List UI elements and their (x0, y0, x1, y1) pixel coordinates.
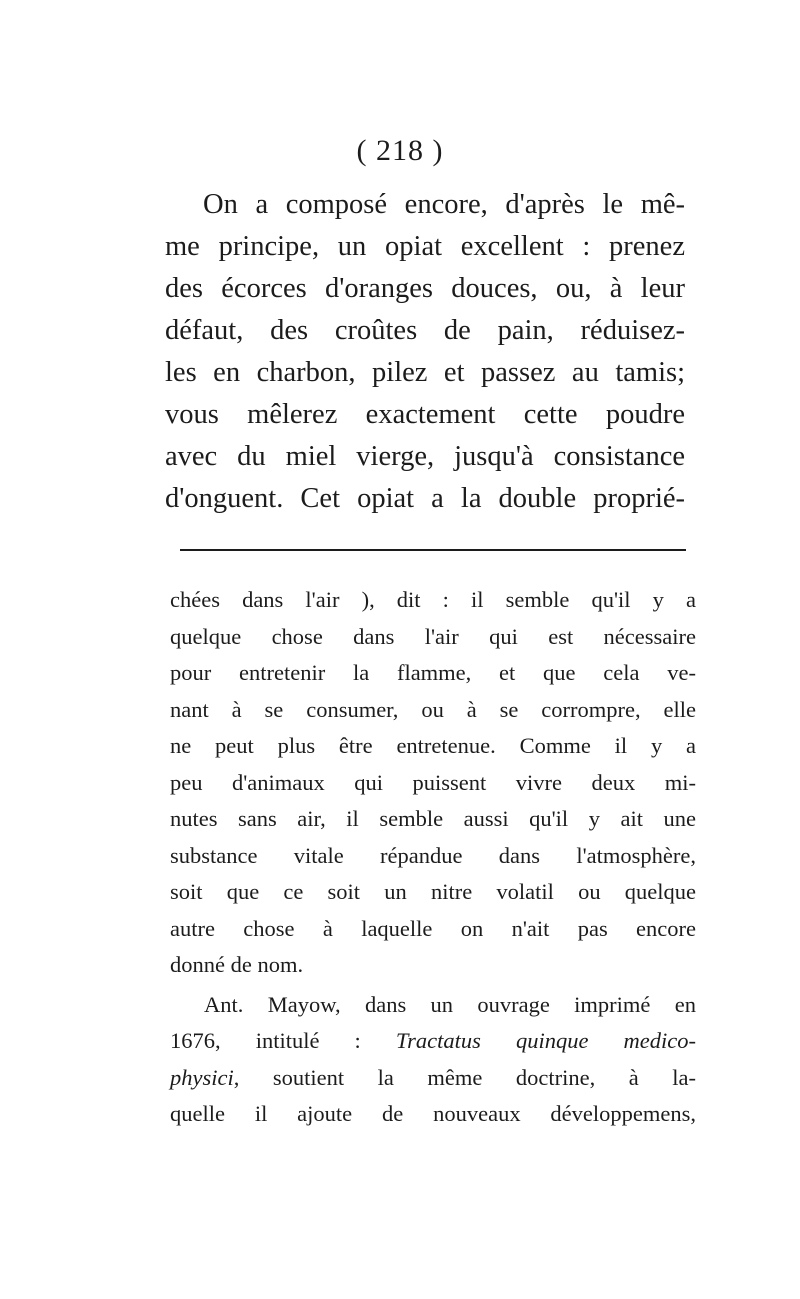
text-line: des écorces d'oranges douces, ou, à leur (165, 273, 685, 304)
footnote-body (170, 582, 696, 1133)
page-number: ( 218 ) (356, 134, 444, 167)
text-line: défaut, des croûtes de pain, réduisez- (165, 315, 685, 346)
footnote-line: substance vitale répandue dans l'atmosphère, (170, 842, 696, 868)
footnote-line: quelque chose dans l'air qui est nécessaire (170, 623, 696, 649)
footnote-line: ne peut plus être entretenue. Comme il y a (170, 733, 696, 758)
footnote-line: Ant. Mayow, dans un ouvrage imprimé en (204, 991, 696, 1017)
book-title-italic: physici (170, 1064, 234, 1090)
footnote-separator-rule (180, 549, 686, 551)
footnote-line: quelle il ajoute de nouveaux développemens, (170, 1101, 696, 1126)
footnote-line: nant à se consumer, ou à se corrompre, elle (170, 696, 696, 722)
text-line: vous mêlerez exactement cette poudre (165, 399, 685, 430)
text-line: On a composé encore, d'après le mê- (203, 189, 685, 220)
footnote-line: nutes sans air, il semble aussi qu'il y ait une (170, 806, 696, 831)
book-title-italic: Tractatus quinque medico- (395, 1028, 696, 1053)
footnote-line: pour entretenir la flamme, et que cela ve- (170, 660, 696, 685)
text-line: avec du miel vierge, jusqu'à consistance (165, 441, 685, 472)
main-text-body (165, 184, 685, 520)
footnote-line (170, 1023, 696, 1060)
footnote-line: soit que ce soit un nitre volatil ou quelque (170, 879, 696, 904)
footnote-line-rest: , soutient la même doctrine, à la- (233, 1064, 696, 1090)
text-line: les en charbon, pilez et passez au tamis; (165, 357, 685, 388)
footnote-line: peu d'animaux qui puissent vivre deux mi- (170, 769, 696, 795)
footnote-line (170, 1060, 696, 1097)
text-line: d'onguent. Cet opiat a la double proprié- (165, 483, 685, 514)
footnote-line-prefix: 1676, intitulé : (170, 1028, 396, 1053)
footnote-line: donné de nom. (170, 952, 304, 977)
footnote-line: chées dans l'air ), dit : il semble qu'il y a (170, 587, 696, 612)
text-line: me principe, un opiat excellent : prenez (165, 231, 685, 262)
footnote-line: autre chose à laquelle on n'ait pas encore (170, 915, 696, 941)
